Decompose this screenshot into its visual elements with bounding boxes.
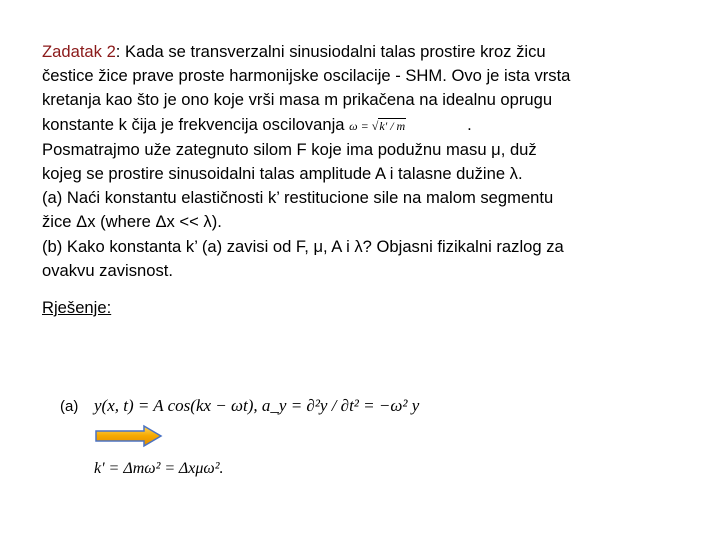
problem-text-4: konstante k čija je frekvencija oscilovanja bbox=[42, 114, 345, 134]
right-arrow-icon bbox=[94, 424, 164, 448]
problem-text-4-end: . bbox=[467, 114, 472, 134]
problem-line-6: kojeg se prostire sinusoidalni talas amplitude A i talasne dužine λ. bbox=[42, 164, 523, 184]
solution-title: Rješenje: bbox=[42, 298, 112, 317]
problem-line-4 bbox=[42, 113, 702, 138]
spring-constant-equation: k' = Δmω² = Δxμω². bbox=[94, 460, 224, 477]
problem-line-1 bbox=[42, 40, 702, 64]
problem-line-7: (a) Naći konstantu elastičnosti k’ restitucione sile na malom segmentu bbox=[42, 188, 554, 208]
problem-line-9: (b) Kako konstanta k’ (a) zavisi od F, μ, Α i λ? Objasni fizikalni razlog za bbox=[42, 236, 564, 256]
problem-text-1: : Kada se transverzalni sinusiodalni talas prostire kroz žicu bbox=[115, 42, 546, 61]
wave-equation: y(x, t) = A cos(kx − ωt), a_y = ∂²y / ∂t² = −ω² y bbox=[94, 396, 420, 415]
problem-line-5: Posmatrajmo uže zategnuto silom F koje ima podužnu masu μ, duž bbox=[42, 139, 537, 159]
problem-line-2: čestice žice prave proste harmonijske oscilacije - SHM. Ovo je ista vrsta bbox=[42, 66, 571, 86]
omega-formula-radicand: k' / m bbox=[379, 118, 406, 133]
omega-formula: ω = √k' / m bbox=[349, 118, 406, 133]
problem-statement bbox=[42, 40, 702, 283]
problem-line-10: ovakvu zavisnost. bbox=[42, 260, 173, 280]
part-a-label: (a) bbox=[60, 398, 79, 415]
problem-line-3: kretanja kao što je ono koje vrši masa m prikačena na idealnu oprugu bbox=[42, 90, 553, 110]
omega-formula-left: ω = bbox=[349, 118, 372, 133]
problem-line-8: žice Δx (where Δx << λ). bbox=[42, 212, 222, 232]
problem-heading: Zadatak 2 bbox=[42, 42, 116, 61]
